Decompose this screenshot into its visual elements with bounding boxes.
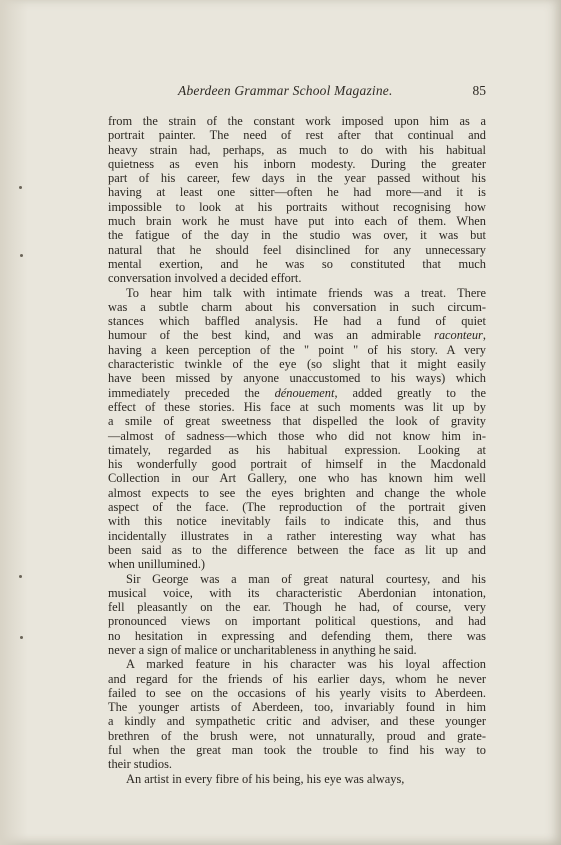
text-line: humour of the best kind, and was an admirable raconteur, xyxy=(108,328,486,343)
text-line: natural that he should feel disinclined for any unnecessary xyxy=(108,242,486,257)
body-text xyxy=(108,114,486,786)
text-line: portrait painter. The need of rest after that continual and xyxy=(108,128,486,143)
text-line: when unillumined.) xyxy=(108,557,206,572)
text-line: his wonderfully good portrait of himself in the Macdonald xyxy=(108,457,486,472)
text-line: characteristic twinkle of the eye (so slight that it might easily xyxy=(108,357,486,372)
paragraph xyxy=(108,286,486,572)
margin-speck xyxy=(20,636,23,639)
spine-shadow xyxy=(0,0,28,845)
text-line: Collection in our Art Gallery, one who has known him well xyxy=(108,471,486,486)
text-line: Sir George was a man of great natural courtesy, and his xyxy=(126,571,486,586)
text-line: timately, regarded as his habitual expression. Looking at xyxy=(108,442,486,457)
text-line: mental exertion, and he was so constituted that much xyxy=(108,256,486,271)
text-line: was a subtle charm about his conversation in such circum- xyxy=(108,299,486,314)
text-line: a kindly and sympathetic critic and adviser, and these younger xyxy=(108,714,486,729)
text-line: the fatigue of the day in the studio was over, it was but xyxy=(108,228,486,243)
paragraph xyxy=(108,572,486,658)
text-line: musical voice, with its characteristic Aberdonian intonation, xyxy=(108,585,486,600)
text-line: heavy strain had, perhaps, as much to do with his habitual xyxy=(108,142,486,157)
running-title: Aberdeen Grammar School Magazine. xyxy=(178,83,393,98)
text-line: effect of these stories. His face at such moments was lit up by xyxy=(108,399,486,414)
text-line: A marked feature in his character was his loyal affection xyxy=(126,657,486,672)
text-line: incidentally illustrates in a rather interesting way what has xyxy=(108,528,486,543)
text-line: from the strain of the constant work imposed upon him as a xyxy=(108,114,486,128)
text-line: no hesitation in expressing and defending them, there was xyxy=(108,628,486,643)
text-line: impossible to look at his portraits without recognising how xyxy=(108,199,486,214)
text-line: To hear him talk with intimate friends was a treat. There xyxy=(126,285,486,300)
text-line: have been missed by anyone unaccustomed to his ways) which xyxy=(108,371,486,386)
margin-speck xyxy=(19,575,22,578)
text-line: never a sign of malice or uncharitableness in anything he said. xyxy=(108,642,417,657)
text-line: fell pleasantly on the ear. Though he had, of course, very xyxy=(108,600,486,615)
text-line: and regard for the friends of his earlier days, whom he never xyxy=(108,671,486,686)
paragraph xyxy=(108,657,486,771)
text-line: immediately preceded the dénouement, added greatly to the xyxy=(108,385,486,400)
text-line: The younger artists of Aberdeen, too, invariably found in him xyxy=(108,700,486,715)
text-line: quietness as even his inborn modesty. During the greater xyxy=(108,156,486,171)
text-line: An artist in every fibre of his being, his eye was always, xyxy=(126,771,405,786)
text-line: conversation involved a decided effort. xyxy=(108,271,302,286)
text-line: ful when the great man took the trouble to find his way to xyxy=(108,743,486,758)
text-line: stances which baffled analysis. He had a fund of quiet xyxy=(108,314,486,329)
text-line: pronounced views on important political questions, and had xyxy=(108,614,486,629)
text-line: part of his career, few days in the year passed without his xyxy=(108,171,486,186)
page-number: 85 xyxy=(472,83,486,98)
text-line: aspect of the face. (The reproduction of the portrait given xyxy=(108,500,486,515)
text-line: having a keen perception of the " point " of his story. A very xyxy=(108,342,486,357)
text-line: —almost of sadness—which those who did not know him in- xyxy=(108,428,486,443)
paragraph xyxy=(108,772,486,786)
text-line: much brain work he must have put into each of them. When xyxy=(108,214,486,229)
text-line: failed to see on the occasions of his yearly visits to Aberdeen. xyxy=(108,685,486,700)
text-line: almost expects to see the eyes brighten and change the whole xyxy=(108,485,486,500)
margin-speck xyxy=(19,186,22,189)
text-line: their studios. xyxy=(108,757,173,772)
page-header xyxy=(108,83,486,101)
text-line: been said as to the difference between the face as lit up and xyxy=(108,542,486,557)
text-line: having at least one sitter—often he had more—and it is xyxy=(108,185,486,200)
text-line: a smile of great sweetness that dispelled the look of gravity xyxy=(108,414,486,429)
text-line: brethren of the brush were, not unnaturally, proud and grate- xyxy=(108,728,486,743)
text-line: with this notice inevitably fails to indicate this, and thus xyxy=(108,514,486,529)
margin-speck xyxy=(20,254,23,257)
paragraph xyxy=(108,114,486,286)
